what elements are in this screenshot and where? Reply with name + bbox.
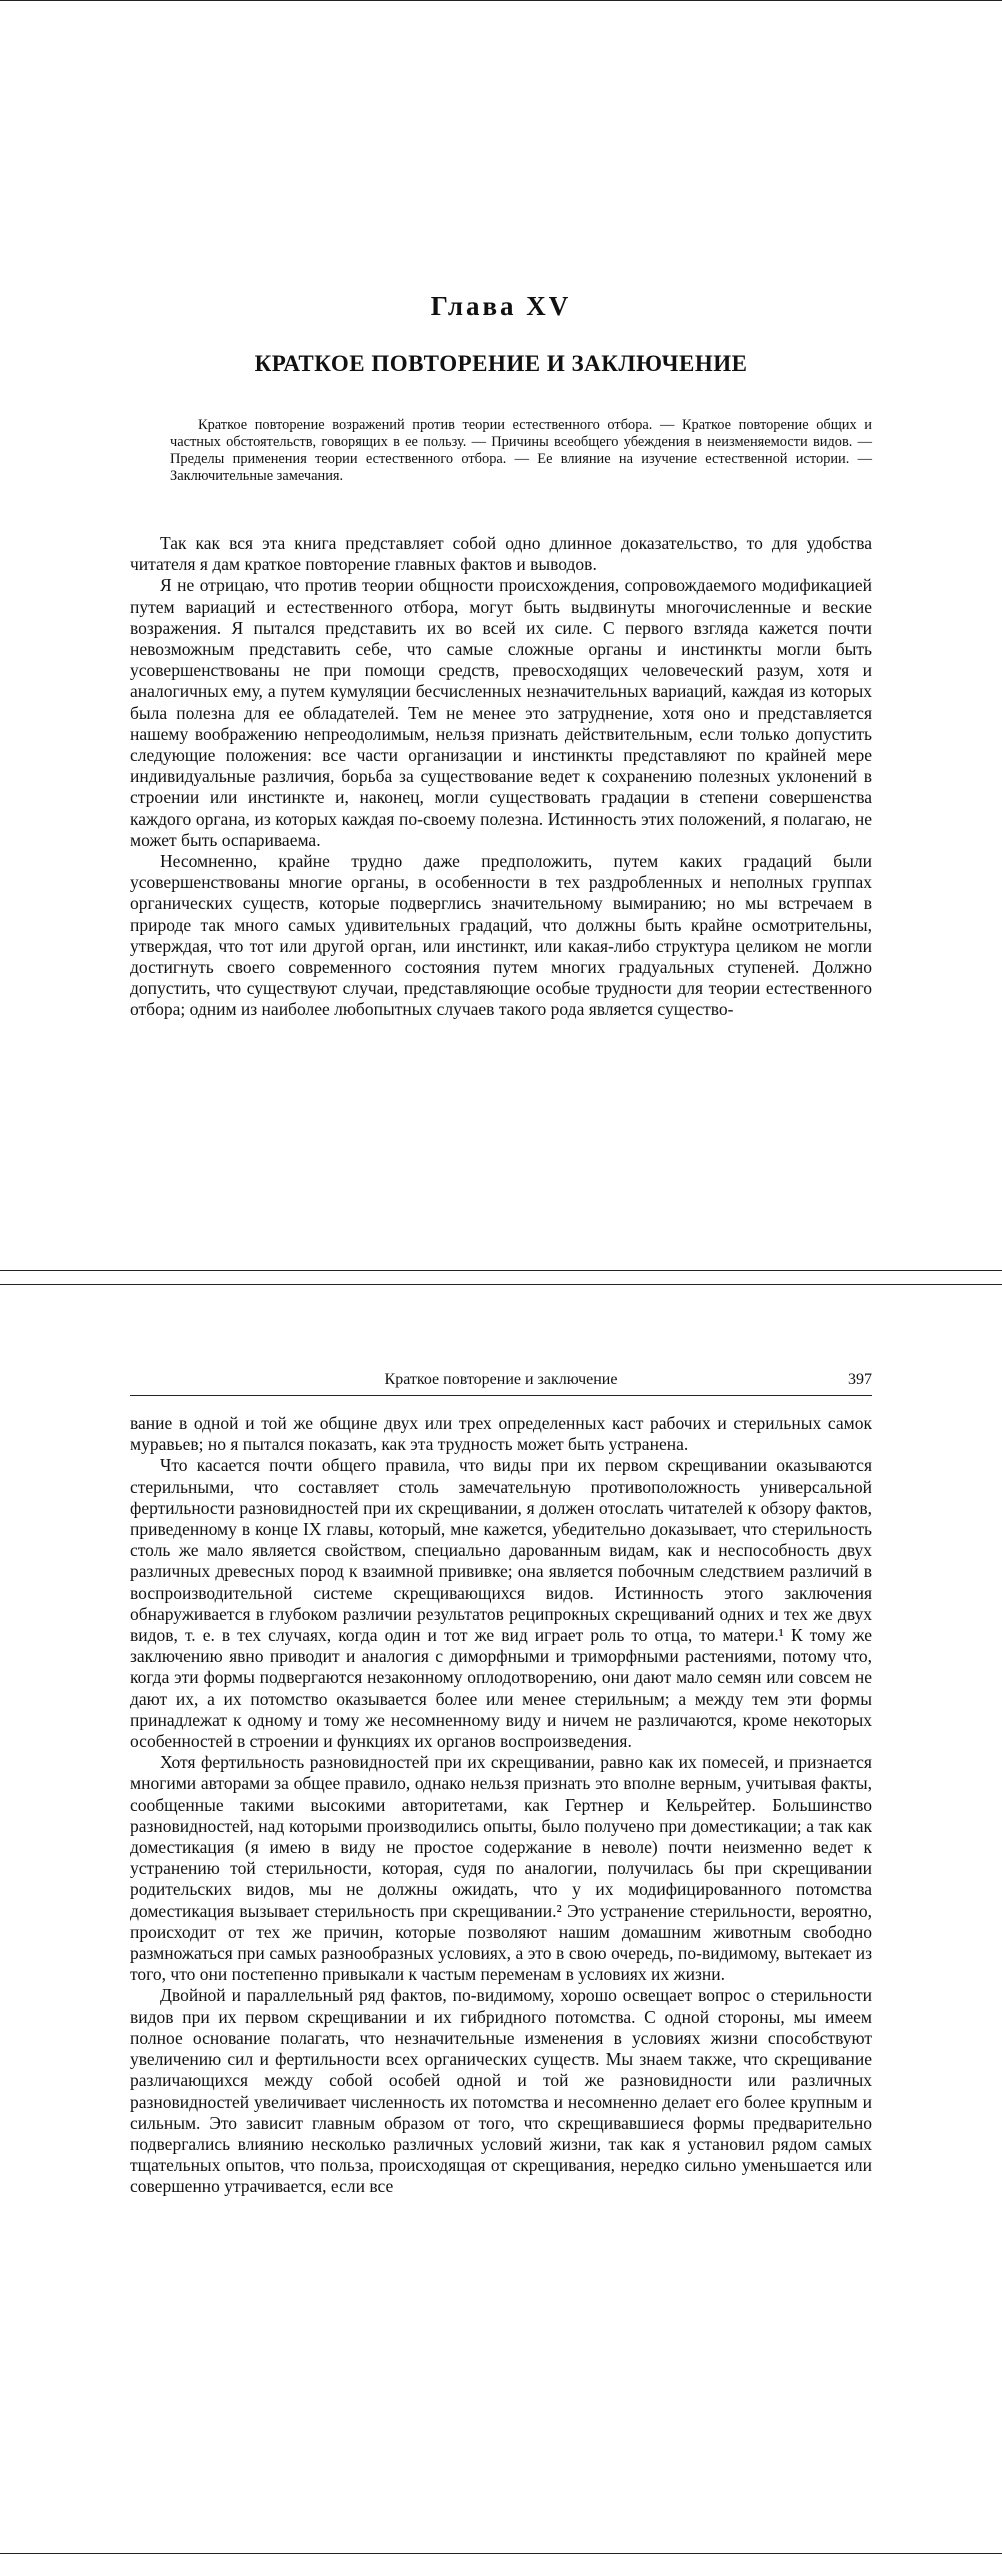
chapter-abstract [170,417,872,485]
bottom-page [0,1284,1002,2554]
paragraph: Так как вся эта книга представляет собой одно длинное доказательство, то для удобства читателя я дам краткое повторение главных фактов и выводов. [130,533,872,575]
chapter-title: КРАТКОЕ ПОВТОРЕНИЕ И ЗАКЛЮЧЕНИЕ [254,351,748,376]
paragraph: Что касается почти общего правила, что виды при их первом скрещивании оказываются стерильными, что составляет столь замечательную противоположность универсальной фертильности разновидностей при их скрещивании, я должен отослать читателей к обзору фактов, приведенному в конце IX главы, который, мне кажется, убедительно доказывает, что стерильность столь же мало является свойством, специально дарованным видам, как и неспособность двух различных древесных пород к взаимной прививке; она является побочным следствием различий в воспроизводительной системе скрещивающихся видов. Истинность этого заключения обнаруживается в глубоком различии результатов реципрокных скрещиваний одних и тех же двух видов, т. е. в тех случаях, когда один и тот же вид играет роль то отца, то матери.¹ К тому же заключению явно приводит и аналогия с диморфными и триморфными растениями, потому что, когда эти формы подвергаются незаконному оплодотворению, они дают мало семян или совсем не дают их, а их потомство оказывается более или менее стерильным; а между тем эти формы принадлежат к одному и тому же несомненному виду и ничем не различаются, кроме некоторых особенностей в строении и функциях их органов воспроизведения. [130,1455,872,1752]
page-number: 397 [848,1371,872,1388]
chapter-number: Глава XV [430,291,572,321]
top-page-body [130,533,872,1021]
paragraph: Двойной и параллельный ряд фактов, по-видимому, хорошо освещает вопрос о стерильности видов при их первом скрещивании и их гибридного потомства. С одной стороны, мы имеем полное основание полагать, что незначительные изменения в условиях жизни способствуют увеличению сил и фертильности всех органических существ. Мы знаем также, что скрещивание различающихся между собой особей одной и той же разновидности или различных разновидностей увеличивает численность их потомства и несомненно делает его более крупным и сильным. Это зависит главным образом от того, что скрещивавшиеся формы предварительно подвергались влиянию несколько различных условий жизни, так как я установил рядом самых тщательных опытов, что польза, происходящая от скрещивания, нередко сильно уменьшается или совершенно утрачивается, если все [130,1985,872,2197]
paragraph: Несомненно, крайне трудно даже предположить, путем каких градаций были усовершенствованы многие органы, в особенности в тех раздробленных и неполных группах органических существ, которые подверглись значительному вымиранию; но мы встречаем в природе так много самых удивительных градаций, что должны быть крайне осмотрительны, утверждая, что тот или другой орган, или инстинкт, или какая-либо структура целиком не могли достигнуть своего современного состояния путем многих градуальных ступеней. Должно допустить, что существуют случаи, представляющие особые трудности для теории естественного отбора; одним из наиболее любопытных случаев такого рода является существо- [130,851,872,1020]
running-title: Краткое повторение и заключение [384,1371,618,1388]
paragraph: вание в одной и той же общине двух или трех определенных каст рабочих и стерильных самок муравьев; но я пытался показать, как эта трудность может быть устранена. [130,1413,872,1455]
top-page [0,0,1002,1271]
paragraph: Хотя фертильность разновидностей при их скрещивании, равно как их помесей, и признается многими авторами за общее правило, однако нельзя признать это вполне верным, учитывая факты, сообщенные такими высокими авторитетами, как Гертнер и Кельрейтер. Большинство разновидностей, над которыми производились опыты, было получено при доместикации; а так как доместикация (я имею в виду не простое содержание в неволе) почти неизменно ведет к устранению той стерильности, которая, судя по аналогии, получилась бы при скрещивании родительских видов, мы не должны ожидать, что у их модифицированного потомства доместикация вызывает стерильность при скрещивании.² Это устранение стерильности, вероятно, происходит от тех же причин, которые позволяют нашим домашним животным свободно размножаться при самых разнообразных условиях, а это в свою очередь, по-видимому, вытекает из того, что они постепенно привыкали к частым переменам в условиях их жизни. [130,1752,872,1985]
paragraph: Я не отрицаю, что против теории общности происхождения, сопровождаемого модификацией путем вариаций и естественного отбора, могут быть выдвинуты многочисленные и веские возражения. Я пытался представить их во всей их силе. С первого взгляда кажется почти невозможным представить себе, что самые сложные органы и инстинкты могли быть усовершенствованы не при помощи средств, превосходящих человеческий разум, хотя и аналогичных ему, а путем кумуляции бесчисленных незначительных вариаций, каждая из которых была полезна для ее обладателей. Тем не менее это затруднение, хотя оно и представляется нашему воображению непреодолимым, нельзя признать действительным, если только допустить следующие положения: все части организации и инстинкты представляют по крайней мере индивидуальные различия, борьба за существование ведет к сохранению полезных уклонений в строении или инстинкте и, наконец, могли существовать градации в степени совершенства каждого органа, из которых каждая по-своему полезна. Истинность этих положений, я полагаю, не может быть оспариваема. [130,575,872,850]
page-gap [0,1271,1002,1284]
bottom-page-body [130,1413,872,2198]
running-header [130,1367,872,1396]
abstract-text: Краткое повторение возражений против теории естественного отбора. — Краткое повторение общих и частных обстоятельств, говорящих в ее пользу. — Причины всеобщего убеждения в неизменяемости видов. — Пределы применения теории естественного отбора. — Ее влияние на изучение естественной истории. — Заключительные замечания. [170,417,872,484]
